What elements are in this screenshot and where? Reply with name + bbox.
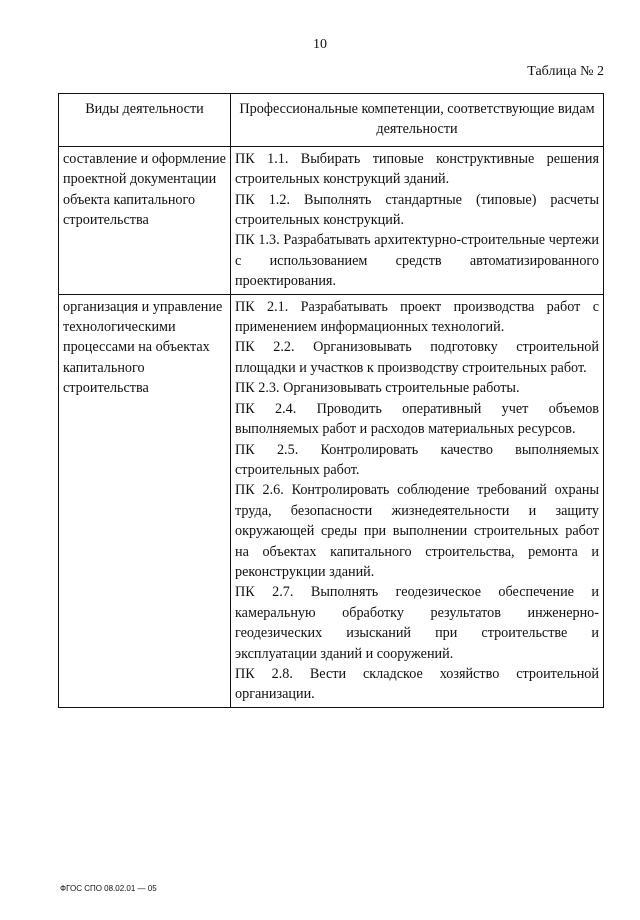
activity-cell: организация и управление технологическими процессами на объектах капитального строительства bbox=[59, 294, 231, 707]
competencies-cell bbox=[231, 294, 604, 707]
competency-item: ПК 2.4. Проводить оперативный учет объемов выполняемых работ и расходов материальных ресурсов. bbox=[235, 400, 599, 438]
document-footer: ФГОС СПО 08.02.01 — 05 bbox=[60, 884, 157, 893]
header-competencies: Профессиональные компетенции, соответствующие видам деятельности bbox=[231, 94, 604, 147]
table-caption: Таблица № 2 bbox=[527, 64, 604, 79]
competency-item: ПК 2.7. Выполнять геодезическое обеспечение и камеральную обработку результатов инженерно-геодезических изысканий при строительстве и эксплуатации зданий и сооружений. bbox=[235, 584, 599, 662]
competency-item: ПК 1.2. Выполнять стандартные (типовые) расчеты строительных конструкций. bbox=[235, 191, 599, 229]
table-header-row bbox=[59, 94, 604, 147]
competency-table bbox=[58, 93, 604, 708]
competency-item: ПК 2.2. Организовывать подготовку строительной площадки и участков к производству строительных работ. bbox=[235, 339, 599, 376]
page-number: 10 bbox=[313, 37, 327, 52]
competency-item: ПК 1.3. Разрабатывать архитектурно-строительные чертежи с использованием средств автоматизированного проектирования. bbox=[235, 232, 599, 290]
competency-item: ПК 2.8. Вести складское хозяйство строительной организации. bbox=[235, 665, 599, 703]
competency-item: ПК 2.5. Контролировать качество выполняемых строительных работ. bbox=[235, 441, 599, 478]
activity-cell: составление и оформление проектной документации объекта капитального строительства bbox=[59, 146, 231, 294]
competency-item: ПК 2.6. Контролировать соблюдение требований охраны труда, безопасности жизнедеятельности и защиту окружающей среды при выполнении строительных работ на объектах капитального строительства, ремонта и реконструкции зданий. bbox=[235, 482, 599, 580]
table-row bbox=[59, 146, 604, 294]
competencies-cell bbox=[231, 146, 604, 294]
competency-item: ПК 1.1. Выбирать типовые конструктивные решения строительных конструкций зданий. bbox=[235, 150, 599, 188]
header-activity: Виды деятельности bbox=[59, 94, 231, 147]
competency-item: ПК 2.1. Разрабатывать проект производства работ с применением информационных технологий. bbox=[235, 298, 599, 336]
competency-item: ПК 2.3. Организовывать строительные работы. bbox=[235, 380, 520, 397]
table-row bbox=[59, 294, 604, 707]
